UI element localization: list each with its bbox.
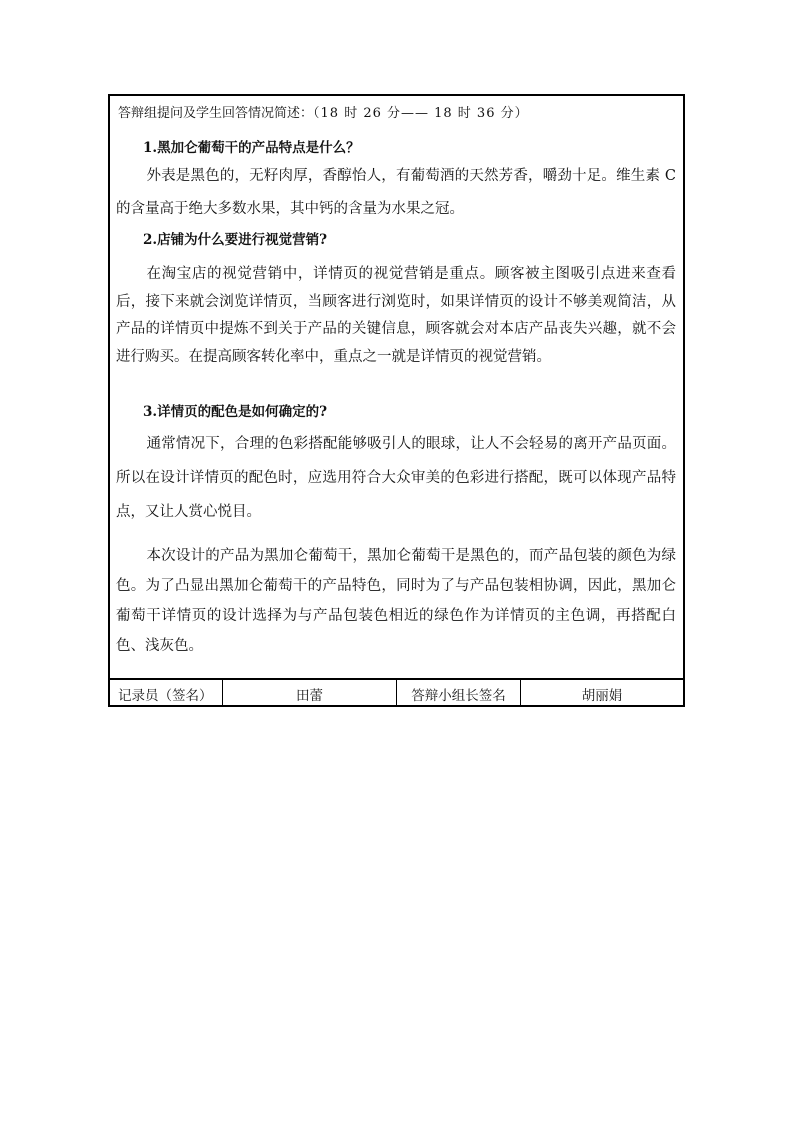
answer-3-paragraph-2: 本次设计的产品为黑加仑葡萄干，黑加仑葡萄干是黑色的，而产品包装的颜色为绿色。为了凸显出黑加仑葡萄干的产品特色，同时为了与产品包装相协调，因此，黑加仑葡萄干详情页的设计选择为与产品包装色相近的绿色作为详情页的主色调，再搭配白色、浅灰色。: [116, 548, 676, 654]
leader-signature: 胡丽娟: [581, 687, 623, 704]
record-header-label: 答辩组提问及学生回答情况简述：: [118, 106, 314, 121]
question-1-title: 1.黑加仑葡萄干的产品特点是什么？: [143, 140, 360, 156]
record-header: [118, 102, 529, 121]
recorder-label: 记录员（签名）: [110, 680, 223, 707]
signature-row: [110, 678, 683, 707]
answer-2-paragraph: 在淘宝店的视觉营销中，详情页的视觉营销是重点。顾客被主图吸引点进来查看后，接下来就会浏览详情页，当顾客进行浏览时，如果详情页的设计不够美观简洁，从产品的详情页中提炼不到关于产品的关键信息，顾客就会对本店产品丧失兴趣，就不会进行购买。在提高顾客转化率中，重点之一就是详情页的视觉营销。: [116, 266, 676, 365]
question-2-title: 2.店铺为什么要进行视觉营销?: [143, 232, 328, 248]
answer-3-paragraph-1: 通常情况下，合理的色彩搭配能够吸引人的眼球，让人不会轻易的离开产品页面。所以在设计详情页的配色时，应选用符合大众审美的色彩进行搭配，既可以体现产品特点，又让人赏心悦目。: [116, 436, 676, 520]
defense-record-table: [108, 94, 685, 707]
leader-label: 答辩小组长签名: [397, 680, 521, 707]
defense-time-range: （18 时 26 分—— 18 时 36 分）: [313, 106, 529, 121]
question-3-title: 3.详情页的配色是如何确定的?: [143, 404, 328, 420]
answer-1-paragraph: 外表是黑色的，无籽肉厚，香醇怡人，有葡萄酒的天然芳香，嚼劲十足。维生素 C 的含量高于绝大多数水果，其中钙的含量为水果之冠。: [116, 168, 676, 217]
recorder-signature: 田蕾: [223, 680, 397, 707]
